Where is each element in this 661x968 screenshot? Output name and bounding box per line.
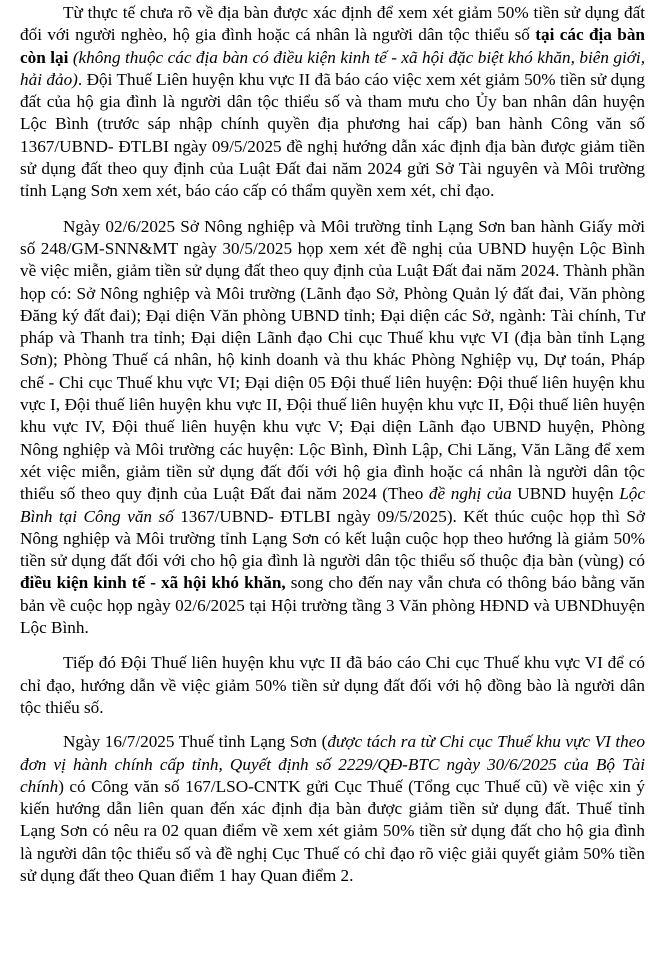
text-run: Tiếp đó Đội Thuế liên huyện khu vực II đã báo cáo Chi cục Thuế khu vực VI để có chỉ đạo, hướng dẫn về việc giảm 50% tiền sử dụng đất đối với hộ đồng bào là người dân tộc thiểu số. bbox=[20, 653, 645, 717]
italic-text-run: đề nghị của bbox=[428, 484, 512, 504]
italic-text-run: Lộc Bình tại Công văn số bbox=[20, 484, 645, 526]
bold-text-run: tại các địa bàn còn lại bbox=[20, 25, 645, 67]
text-run: UBND huyện bbox=[511, 484, 620, 504]
text-run: . Đội Thuế Liên huyện khu vực II đã báo cáo việc xem xét giảm 50% tiền sử dụng đất của hộ gia đình là người dân tộc thiểu số và tham mưu cho Ủy ban nhân dân huyện Lộc Bình (trước sáp nhập chính quyền địa phương hai cấp) ban hành Công văn số 1367/UBND- ĐTLBI ngày 09/5/2025 đề nghị hướng dẫn xác định địa bàn được giảm tiền sử dụng đất theo quy định của Luật Đất đai năm 2024 gửi Sở Tài nguyên và Môi trường tỉnh Lạng Sơn xem xét, báo cáo cấp có thẩm quyền xem xét, chỉ đạo. bbox=[20, 69, 646, 201]
paragraph-4 bbox=[20, 731, 645, 887]
text-run: Ngày 16/7/2025 Thuế tỉnh Lạng Sơn ( bbox=[63, 732, 328, 752]
paragraph-3 bbox=[20, 652, 645, 719]
italic-text-run: (không thuộc các địa bàn có điều kiện kinh tế - xã hội đặc biệt khó khăn, biên giới, hải đảo) bbox=[20, 47, 645, 89]
text-run: Từ thực tế chưa rõ về địa bàn được xác định để xem xét giảm 50% tiền sử dụng đất đối với người nghèo, hộ gia đình hoặc cá nhân là người dân tộc thiểu số bbox=[20, 3, 645, 45]
text-run: Ngày 02/6/2025 Sở Nông nghiệp và Môi trường tỉnh Lạng Sơn ban hành Giấy mời số 248/GM-SNN&MT ngày 30/5/2025 họp xem xét đề nghị của UBND huyện Lộc Bình về việc miễn, giảm tiền sử dụng đất theo quy định của Luật Đất đai năm 2024. Thành phần họp có: Sở Nông nghiệp và Môi trường (Lãnh đạo Sở, Phòng Quản lý đất đai, Văn phòng Đăng ký đất đai); Đại diện Văn phòng UBND tỉnh; Đại diện các Sở, ngành: Tài chính, Tư pháp và Thanh tra tỉnh; Đại diện Lãnh đạo Chi cục Thuế khu vực VI (địa bàn tỉnh Lạng Sơn); Phòng Thuế cá nhân, hộ kinh doanh và thu khác Phòng Nghiệp vụ, Dự toán, Pháp chế - Chi cục Thuế khu vực VI; Đại diện 05 Đội thuế liên huyện: Đội thuế liên huyện khu vực I, Đội thuế liên huyện khu vực II, Đội thuế liên huyện khu vực II, Đội thuế liên huyện khu vực IV, Đội thuế liên huyện khu vực V; Đại diện Lãnh đạo UBND huyện, Phòng Nông nghiệp và Môi trường các huyện: Lộc Bình, Đình Lập, Chi Lăng, Văn Lãng để xem xét việc miễn, giảm tiền sử dụng đất đối với hộ gia đình hoặc cá nhân là người dân tộc thiểu số theo quy định của Luật Đất đai năm 2024 (Theo bbox=[20, 216, 645, 504]
text-run: ) có Công văn số 167/LSO-CNTK gửi Cục Thuế (Tổng cục Thuế cũ) về việc xin ý kiến hướng dẫn liên quan đến xác định địa bàn được giảm tiền sử dụng đất. Thuế tỉnh Lạng Sơn có nêu ra 02 quan điểm về xem xét giảm 50% tiền sử dụng đất cho hộ gia đình là người dân tộc thiểu số và đề nghị Cục Thuế có chỉ đạo rõ việc giải quyết giảm 50% tiền sử dụng đất theo Quan điểm 1 hay Quan điểm 2. bbox=[20, 776, 645, 885]
text-run: song cho đến nay vẫn chưa có thông báo bằng văn bản về cuộc họp ngày 02/6/2025 tại Hội trường tầng 3 Văn phòng HĐND và UBNDhuyện Lộc Bình. bbox=[20, 573, 645, 638]
paragraph-2 bbox=[20, 216, 645, 640]
italic-text-run: được tách ra từ Chi cục Thuế khu vực VI theo đơn vị hành chính cấp tỉnh, Quyết định số 2229/QĐ-BTC ngày 30/6/2025 của Bộ Tài chính bbox=[20, 732, 645, 796]
text-run: 1367/UBND- ĐTLBI ngày 09/5/2025). Kết thúc cuộc họp thì Sở Nông nghiệp và Môi trường tỉnh Lạng Sơn có kết luận cuộc họp theo hướng là giảm 50% tiền sử dụng đất đối với cho hộ gia đình là người dân tộc thiểu số thuộc địa bàn (vùng) có bbox=[20, 506, 645, 571]
bold-text-run: điều kiện kinh tế - xã hội khó khăn, bbox=[20, 573, 286, 593]
paragraph-1 bbox=[20, 2, 645, 203]
